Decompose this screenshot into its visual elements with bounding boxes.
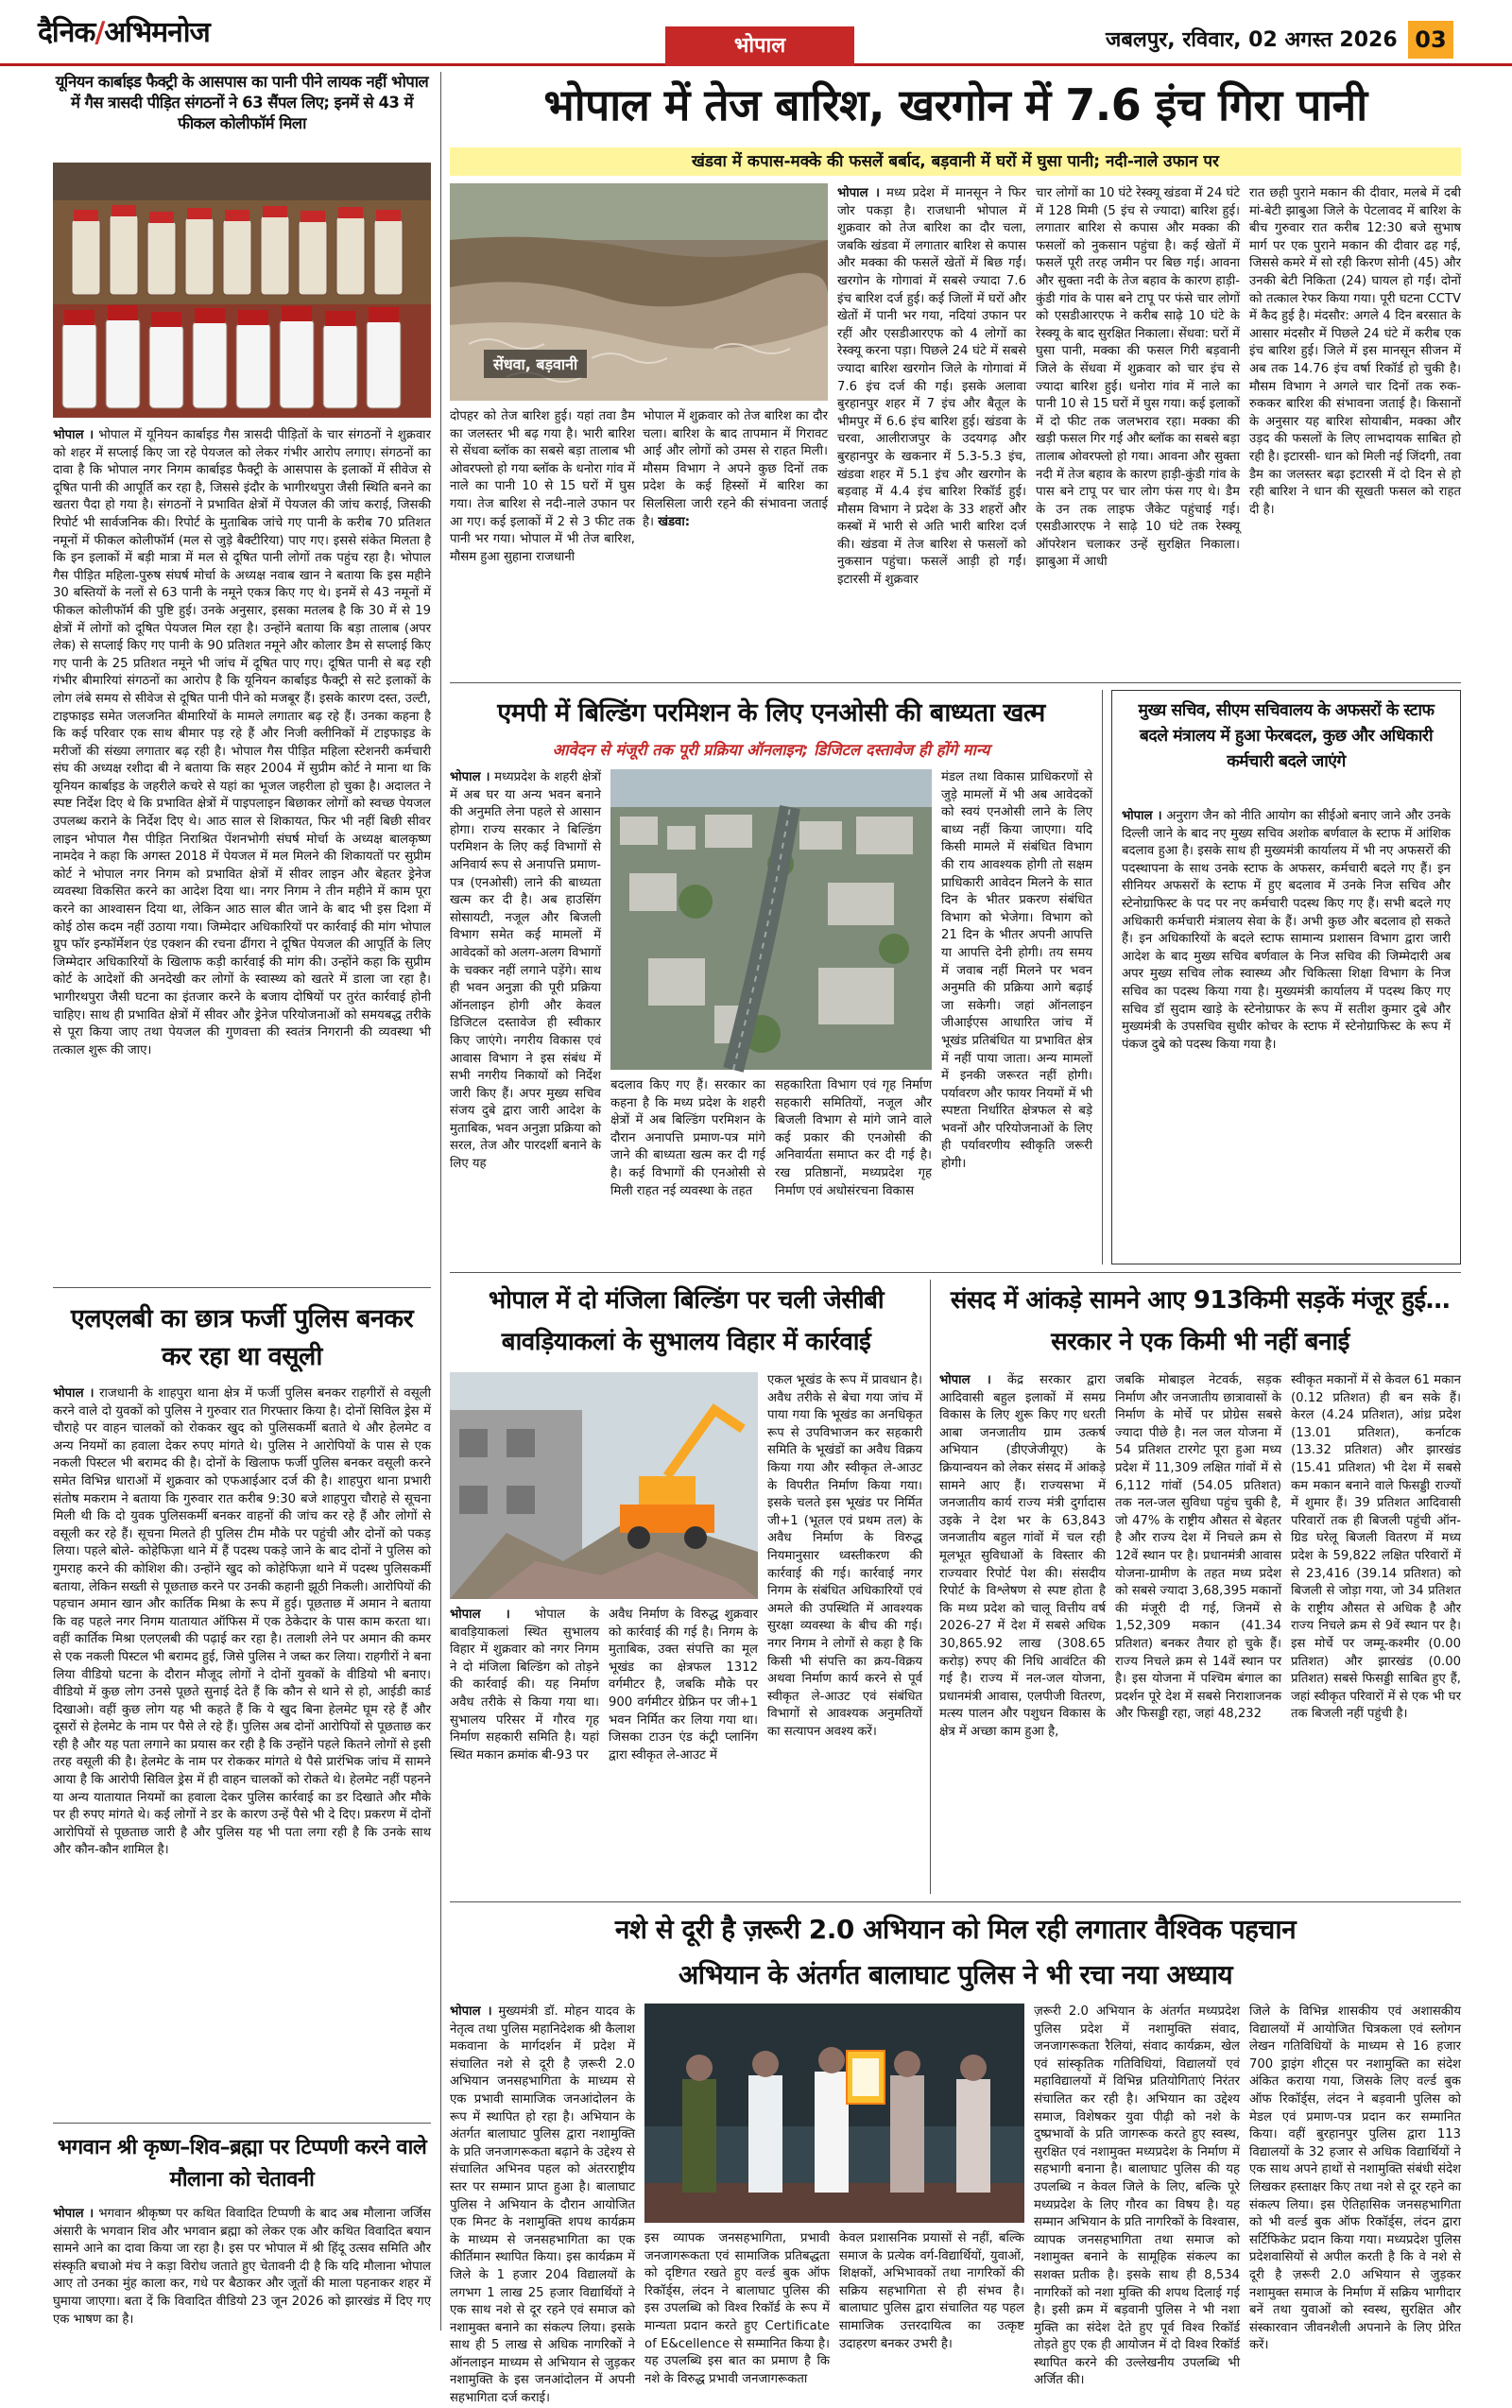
logo-right: अभिमनोज — [104, 16, 210, 49]
article-text: जिले के विभिन्न शासकीय एवं अशासकीय विद्यालयों में आयोजित चित्रकला एवं स्लोगन लेखन गतिविधियों के माध्यम से 16 हजार 700 ड्राइंग शीट्स पर नशामुक्ति का संदेश अंकित कराया गया, जिसके लिए वर्ल्ड बुक ऑफ रिकॉर्ड्स, लंदन ने बड़वानी पुलिस को मेडल एवं प्रमाण-पत्र प्रदान कर सम्मानित किया। वहीं बुरहानपुर पुलिस द्वारा 113 विद्यालयों के 32 हजार से अधिक विद्यार्थियों ने एक साथ अपने हाथों से नशामुक्ति संबंधी संदेश लिखकर हस्ताक्षर किए तथा नशे से दूर रहने का संकल्प लिया। इस ऐतिहासिक जनसहभागिता को भी वर्ल्ड बुक ऑफ रिकॉर्ड्स, लंदन द्वारा सर्टिफिकेट प्रदान किया गया। मध्यप्रदेश पुलिस प्रदेशवासियों से अपील करती है कि वे नशे से दूरी है ज़रूरी 2.0 अभियान से जुड़कर नशामुक्त समाज के निर्माण में सक्रिय भागीदार बनें तथा युवाओं को स्वस्थ, सुरक्षित और संस्कारवान जीवनशैली अपनाने के लिए प्रेरित करें। — [1249, 2004, 1461, 2353]
divider — [450, 1272, 1461, 1273]
article-subhead-rain: खंडवा में कपास-मक्के की फसलें बर्बाद, बड़वानी में घरों में घुसा पानी; नदी-नाले उफान पर — [450, 147, 1461, 176]
dateline: भोपाल । — [53, 428, 94, 442]
jcb-col-2 — [609, 1607, 758, 1890]
article-roads — [939, 1280, 1461, 1894]
article-building-noc — [450, 690, 1092, 1266]
article-text: जबकि मोबाइल नेटवर्क, सड़क निर्माण और जनजातीय छात्रावासों के निर्माण के मोर्चे पर प्रोग्रेस सबसे ज्यादा पीछे है। नल जल योजना में 54 प्रतिशत टारगेट पूरा हुआ मध्य प्रदेश में 11,309 लक्षित गांवों में से 6,112 गांवों (54.05 प्रतिशत) तक नल-जल सुविधा पहुंच चुकी है, जो 47% के राष्ट्रीय औसत से बेहतर है और राज्य देश में निचले क्रम से 12वें स्थान पर है। प्रधानमंत्री आवास योजना-ग्रामीण के तहत मध्य प्रदेश को सबसे ज्यादा 3,68,395 मकानों की मंजूरी दी गई, जिनमें से 1,52,309 मकान (41.34 प्रतिशत) बनकर तैयार हो चुके हैं। राज्य निचले क्रम से 14वें स्थान पर है। इस योजना में पश्चिम बंगाल का प्रदर्शन पूरे देश में सबसे निराशाजनक और फिसड्डी रहा, जहां 48,232 — [1115, 1373, 1281, 1722]
dateline: भोपाल । — [939, 1373, 991, 1387]
drugs-col-1 — [450, 2004, 635, 2406]
article-body-maulana — [53, 2206, 431, 2329]
article-headline-fake-police: एलएलबी का छात्र फर्जी पुलिस बनकर कर रहा था वसूली — [70, 1304, 414, 1371]
article-text: भोपाल में यूनियन कार्बाइड गैस त्रासदी पीड़ितों के चार संगठनों ने शुक्रवार को शहर में सप्लाई किए जा रहे पेयजल को लेकर गंभीर आरोप लगाए। संगठनों का दावा है कि भोपाल नगर निगम कार्बाइड फैक्ट्री के आसपास के इलाकों में सीवेज से दूषित पानी की आपूर्ति कर रहा है, जिससे इंदौर के भागीरथपुरा जैसी स्थिति बनने का खतरा पैदा हो गया है। संगठनों ने प्रभावित क्षेत्रों में पेयजल की जांच कराई, जिसकी रिपोर्ट भी सार्वजनिक की। रिपोर्ट के मुताबिक जांचे गए पानी के करीब 70 प्रतिशत नमूनों में फीकल कोलीफॉर्म (मल से जुड़े बैक्टीरिया) पाए गए। इससे संकेत मिलता है कि इन इलाकों में बड़ी मात्रा में मल से दूषित पानी लोगों तक पहुंच रहा है। भोपाल गैस पीड़ित महिला-पुरुष संघर्ष मोर्चा के अध्यक्ष नवाब खान ने बताया कि इस महीने 30 बस्तियों के नलों से 63 पानी के नमूने एकत्र किए गए थे। इनमें से 43 नमूनों में फीकल कोलीफॉर्म की पुष्टि हुई। उनके अनुसार, इसका मतलब है कि 30 में से 19 क्षेत्रों में लोगों को दूषित पेयजल मिल रहा है। उन्होंने बताया कि बड़ा तालाब (अपर लेक) से सप्लाई किए गए पानी के 90 प्रतिशत नमूने और कोलार डैम से सप्लाई किए गए पानी के 25 प्रतिशत नमूने भी जांच में दूषित पाए गए। दूषित पानी से बढ़ रही गंभीर बीमारियां संगठनों का आरोप है कि यूनियन कार्बाइड फैक्ट्री से सटे इलाकों के लोग लंबे समय से सीवेज से दूषित पानी पीने को मजबूर हैं। इसके कारण दस्त, उल्टी, टाइफाइड समेत जलजनित बीमारियों के मामले लगातार बढ़ रहे हैं। उनका कहना है कि कई परिवार एक साथ बीमार पड़ रहे हैं और निजी क्लीनिकों में टाइफाइड के मरीजों की संख्या लगातार बढ़ रही है। भोपाल गैस पीड़ित महिला स्टेशनरी कर्मचारी संघ की अध्यक्ष रशीदा बी ने बताया कि सहर 2004 में सुप्रीम कोर्ट ने माना था कि यूनियन कार्बाइड के जहरीले कचरे से यहां का भूजल जहरीला हो चुका है। अदालत ने स्पष्ट निर्देश दिए थे कि प्रभावित क्षेत्रों में पाइपलाइन बिछाकर लोगों को स्वच्छ पेयजल उपलब्ध कराने के निर्देश दिए थे। आठ साल से शिकायत, फिर भी नहीं बिछी सीवर लाइन भोपाल गैस पीड़ित निराश्रित पेंशनभोगी संघर्ष मोर्चा के अध्यक्ष बालकृष्ण नामदेव ने कहा कि अगस्त 2018 में पेयजल में मल मिलने की शिकायतों पर सुप्रीम कोर्ट ने भोपाल नगर निगम को प्रभावित क्षेत्रों में सीवर लाइन और बेहतर ड्रेनेज व्यवस्था विकसित करने का आदेश दिया था। नगर निगम ने तीन महीने में काम पूरा करने का आश्वासन दिया था, लेकिन आठ साल बीत जाने के बाद भी इस दिशा में कोई ठोस कदम नहीं उठाया गया। जिम्मेदार अधिकारियों पर कार्रवाई की मांग भोपाल ग्रुप फॉर इन्फॉर्मेशन एंड एक्शन की रचना ढींगरा ने दूषित पेयजल की आपूर्ति के लिए जिम्मेदार अधिकारियों के खिलाफ कड़ी कार्रवाई की मांग की। उन्होंने कहा कि सुप्रीम कोर्ट के आदेशों की अनदेखी कर लोगों के स्वास्थ्य को खतरे में डाला जा रहा है। भागीरथपुरा जैसी घटना का इंतजार करने के बजाय दोषियों पर तुरंत कार्रवाई होनी चाहिए। साथ ही प्रभावित क्षेत्रों में सीवर और ड्रेनेज परियोजनाओं को समयबद्ध तरीके से पूरा किया जाए तथा पेयजल की गुणवत्ता की स्वतंत्र निगरानी की व्यवस्था भी तत्काल शुरू की जाए। — [53, 428, 431, 1058]
article-headline-rain: भोपाल में तेज बारिश, खरगोन में 7.6 इंच गिरा पानी — [543, 79, 1367, 130]
edition-date: जबलपुर, रविवार, 02 अगस्त 2026 — [1106, 28, 1398, 52]
article-jcb — [450, 1280, 922, 1894]
article-text: भोपाल के बावड़ियाकलां स्थित सुभालय विहार में शुक्रवार को नगर निगम ने दो मंजिला बिल्डिंग को तोड़ने की कार्रवाई की। यह निर्माण अवैध तरीके से किया गया था। सुभालय परिसर में गौरव गृह निर्माण सहकारी समिति है। यहां स्थित मकान क्रमांक बी-93 पर — [450, 1608, 599, 1763]
article-text: भगवान श्रीकृष्ण पर कथित विवादित टिप्पणी के बाद अब मौलाना जर्जिस अंसारी के भगवान शिव और भगवान ब्रह्मा को लेकर एक और कथित विवादित बयान सामने आने का दावा किया जा रहा है। इस पर भोपाल में श्री हिंदू उत्सव समिति और संस्कृति बचाओ मंच ने कड़ा विरोध जताते हुए चेतावनी दी है कि यदि मौलाना भोपाल आए तो उनका मुंह काला कर, गधे पर बैठाकर और जूतों की माला पहनाकर शहर में घुमाया जाएगा। बता दें कि विवादित वीडियो 23 जून 2026 को झारखंड में दिए गए एक भाषण का है। — [53, 2207, 431, 2327]
aerial-city-illustration — [610, 769, 932, 1070]
article-text: चार लोगों का 10 घंटे रेस्क्यू खंडवा में 24 घंटे में 128 मिमी (5 इंच से ज्यादा) बारिश हुई। लगातार बारिश से कपास और मक्का की फसलों को नुकसान पहुंचा है। कई खेतों में फसलें पूरी तरह जमीन पर बिछ गई। आवना और सुक्ता नदी के तेज बहाव के कारण हाड़ी-कुंडी गांव के पास बने टापू पर फंसे चार लोगों को एसडीआरएफ ने करीब साढ़े 10 घंटे के रेस्क्यू के बाद सुरक्षित निकाला। सेंधवा: घरों में घुसा पानी, मक्का की फसल गिरी बड़वानी जिले के सेंधवा में शुक्रवार को चार इंच से ज्यादा बारिश हुई। धनोरा गांव में नाले का पानी 10 से 15 घरों में घुस गया। कई इलाकों में दो फीट तक जलभराव रहा। मक्का की खड़ी फसल गिर गई और ब्लॉक का सबसे बड़ा तालाब ओवरफ्लो हो गया। आवना और सुक्ता नदी में तेज बहाव के कारण हाड़ी-कुंडी गांव के पास बने टापू पर चार लोग फंस गए थे। डैम के उन तक लाइफ जैकेट पहुंचाई गई। एसडीआरएफ ने साढ़े 10 घंटे तक रेस्क्यू ऑपरेशन चलाकर उन्हें सुरक्षित निकाला। झाबुआ में आधी — [1036, 186, 1240, 570]
article-text: एकल भूखंड के रूप में प्रावधान है। अवैध तरीके से बेचा गया जांच में पाया गया कि भूखंड का अनधिकृत रूप से उपविभाजन कर सहकारी समिति के भूखंडों का अवैध विक्रय किया गया और स्वीकृत ले-आउट के विपरीत निर्माण किया गया। इसके चलते इस भूखंड पर निर्मित जी+1 (भूतल एवं प्रथम तल) के अवैध निर्माण के विरुद्ध नियमानुसार ध्वस्तीकरण की कार्रवाई की गई। कार्रवाई नगर निगम के संबंधित अधिकारियों एवं अमले की उपस्थिति में आवश्यक सुरक्षा व्यवस्था के बीच की गई। नगर निगम ने लोगों से कहा है कि किसी भी संपत्ति का क्रय-विक्रय अथवा निर्माण कार्य करने से पूर्व स्वीकृत ले-आउट एवं संबंधित विभागों से आवश्यक अनुमतियों का सत्यापन अवश्य करें। — [767, 1373, 922, 1739]
article-body-water — [53, 427, 431, 1278]
sub-dateline: खंडवा: — [658, 514, 691, 529]
photo-aerial-city — [610, 769, 932, 1070]
drugs-col-3 — [839, 2230, 1024, 2351]
rain-col-5 — [1249, 185, 1461, 673]
demolition-illustration — [450, 1372, 758, 1599]
article-headline-drugs-2: अभियान के अंतर्गत बालाघाट पुलिस ने भी रचा नया अध्याय — [678, 1959, 1233, 1990]
masthead — [0, 0, 1512, 66]
article-drug-campaign — [450, 1907, 1461, 2406]
logo-slash: / — [94, 16, 105, 49]
article-headline-transfer: मुख्य सचिव, सीएम सचिवालय के अफसरों के स्टाफ बदले मंत्रालय में हुआ फेरबदल, कुछ और अधिकारी कर्मचारी बदले जाएंगे — [1138, 701, 1435, 771]
column-divider — [440, 72, 441, 2331]
divider — [53, 1287, 431, 1288]
article-subhead-noc: आवेदन से मंजूरी तक पूरी प्रक्रिया ऑनलाइन; डिजिटल दस्तावेज ही होंगे मान्य — [552, 741, 990, 759]
article-headline-roads: संसद में आंकड़े सामने आए 913किमी सड़कें मंजूर हुई…सरकार ने एक किमी भी नहीं बनाई — [950, 1286, 1451, 1356]
jcb-col-3 — [767, 1372, 922, 1890]
article-text: सहकारिता विभाग एवं गृह निर्माण सहकारी समितियों, नजूल और बिजली विभाग से मांगे जाने वाले कई प्रकार की एनओसी की अनिवार्यता समाप्त कर दी गई है। रख प्रतिष्ठानों, मध्यप्रदेश गृह निर्माण एवं अधोसंरचना विकास — [775, 1078, 932, 1198]
dateline: भोपाल । — [53, 2207, 94, 2221]
rain-col-4 — [1036, 185, 1240, 673]
water-samples-illustration — [53, 163, 431, 418]
divider — [450, 1901, 1461, 1902]
photo-water-samples — [53, 163, 431, 418]
drugs-col-2 — [644, 2230, 830, 2386]
article-text: केवल प्रशासनिक प्रयासों से नहीं, बल्कि समाज के प्रत्येक वर्ग-विद्यार्थियों, युवाओं, शिक्षकों, अभिभावकों तथा नागरिकों की सक्रिय सहभागिता से ही संभव है। बालाघाट पुलिस द्वारा संचालित यह पहल सामाजिक उत्तरदायित्व का उत्कृष्ट उदाहरण बनकर उभरी है। — [839, 2231, 1024, 2351]
article-text: ज़रूरी 2.0 अभियान के अंतर्गत मध्यप्रदेश पुलिस प्रदेश में नशामुक्ति संवाद, जनजागरूकता रैलियां, संवाद कार्यक्रम, खेल एवं सांस्कृतिक गतिविधियां, विद्यालयों एवं महाविद्यालयों में विभिन्न प्रतियोगिताएं निरंतर संचालित कर रही है। अभियान का उद्देश्य समाज, विशेषकर युवा पीढ़ी को नशे के दुष्प्रभावों के प्रति जागरूक करते हुए स्वस्थ, सुरक्षित एवं नशामुक्त मध्यप्रदेश के निर्माण में सहभागी बनाना है। बालाघाट पुलिस की यह उपलब्धि न केवल जिले के लिए, बल्कि पूरे मध्यप्रदेश के लिए गौरव का विषय है। यह सम्मान अभियान के प्रति नागरिकों के विश्वास, व्यापक जनसहभागिता तथा समाज को नशामुक्त बनाने के सामूहिक संकल्प का सशक्त प्रतीक है। इसके साथ ही 8,534 नागरिकों को नशा मुक्ति की शपथ दिलाई गई है। इसी क्रम में बड़वानी पुलिस ने भी नशा मुक्ति का संदेश देते हुए पूर्व विश्व रिकॉर्ड तोड़ते हुए एक ही आयोजन में दो विश्व रिकॉर्ड स्थापित करने की उल्लेखनीय उपलब्धि भी अर्जित की। — [1034, 2004, 1240, 2388]
roads-col-1 — [939, 1372, 1106, 1890]
roads-col-3 — [1291, 1372, 1461, 1890]
rain-col-a — [450, 408, 635, 673]
rain-col-b — [643, 408, 828, 673]
dateline: भोपाल । — [837, 186, 880, 200]
article-text: मध्य प्रदेश में मानसून ने फिर जोर पकड़ा है। राजधानी भोपाल में शुक्रवार को तेज बारिश का दौर चला, जबकि खंडवा में लगातार बारिश से कपास और मक्का की फसलें खेतों में बिछ गईं। खरगोन के गोगावां में सबसे ज्यादा 7.6 इंच बारिश दर्ज हुई। कई जिलों में घरों और खेतों में पानी भर गया, नदियां उफान पर रहीं और एसडीआरएफ को 4 लोगों का रेस्क्यू करना पड़ा। पिछले 24 घंटे में सबसे ज्यादा बारिश खरगोन जिले के गोगावां में 7.6 इंच दर्ज की गई। इसके अलावा बुरहानपुर शहर में 7 इंच और बैतूल के भीमपुर में 6.6 इंच बारिश हुई। खंडवा के चरवा, आलीराजपुर के उदयगढ़ और बुरहानपुर के खकनार में 5.3-5.3 इंच, खंडवा शहर में 5.1 इंच और खरगोन के बड़वाह में 4.4 इंच बारिश रिकॉर्ड हुई। मौसम विभाग ने प्रदेश के 33 शहरों और कस्बों में भारी से अति भारी बारिश दर्ज की। खंडवा में तेज बारिश से फसलों को नुकसान पहुंचा। फसलें आड़ी हो गईं। इटारसी में शुक्रवार — [837, 186, 1026, 588]
article-body-fake-police — [53, 1385, 431, 2113]
dateline: भोपाल । — [450, 2004, 492, 2019]
article-transfer-box — [1111, 690, 1461, 1264]
article-text: मंडल तथा विकास प्राधिकरणों से जुड़े मामलों में भी अब आवेदकों को स्वयं एनओसी लाने के लिए बाध्य नहीं किया जाएगा। यदि किसी मामले में संबंधित विभाग की राय आवश्यक होगी तो सक्षम प्राधिकारी आवेदन मिलने के सात दिन के भीतर प्रकरण संबंधित विभाग को भेजेगा। विभाग को 21 दिन के भीतर अपनी आपत्ति या आपत्ति देनी होगी। तय समय में जवाब नहीं मिलने पर भवन अनुमति की प्रक्रिया आगे बढ़ाई जा सकेगी। जहां ऑनलाइन जीआईएस आधारित जांच में भूखंड प्रतिबंधित या प्रभावित क्षेत्र में नहीं पाया जाता। अन्य मामलों में इनकी जरूरत नहीं होगी। पर्यावरण और फायर नियमों में भी स्पष्टता निर्धारित क्षेत्रफल से बड़े भवनों और परियोजनाओं के लिए ही पर्यावरणीय स्वीकृति जरूरी होगी। — [941, 770, 1092, 1172]
divider — [450, 682, 1461, 683]
article-headline-drugs-1: नशे से दूरी है ज़रूरी 2.0 अभियान को मिल रही लगातार वैश्विक पहचान — [614, 1914, 1297, 1945]
article-text: बदलाव किए गए हैं। सरकार का कहना है कि मध्य प्रदेश के शहरी क्षेत्रों में अब बिल्डिंग परमिशन के दौरान अनापत्ति प्रमाण-पत्र मांगे जाने की बाध्यता खत्म कर दी गई है। कई विभागों की एनओसी से मिली राहत नई व्यवस्था के तहत — [610, 1078, 765, 1198]
article-text: इस व्यापक जनसहभागिता, प्रभावी जनजागरूकता एवं सामाजिक प्रतिबद्धता को दृष्टिगत रखते हुए वर्ल्ड बुक ऑफ रिकॉर्ड्स, लंदन ने बालाघाट पुलिस की इस उपलब्धि को विश्व रिकॉर्ड के रूप में मान्यता प्रदान करते हुए Certificate of E&cellence से सम्मानित किया है। यह उपलब्धि इस बात का प्रमाण है कि नशे के विरुद्ध प्रभावी जनजागरूकता — [644, 2231, 830, 2386]
jcb-col-1 — [450, 1607, 599, 1890]
logo-left: दैनिक — [38, 16, 95, 49]
roads-col-2 — [1115, 1372, 1281, 1890]
divider — [53, 2123, 431, 2124]
page-number: 03 — [1408, 21, 1453, 59]
article-text: मध्यप्रदेश के शहरी क्षेत्रों में अब घर या अन्य भवन बनाने की अनुमति लेना पहले से आसान होगा। राज्य सरकार ने बिल्डिंग परमिशन के लिए कई विभागों से अनिवार्य रूप से अनापत्ति प्रमाण-पत्र (एनओसी) लाने की बाध्यता खत्म कर दी है। अब हाउसिंग सोसायटी, नजूल और बिजली विभाग समेत कई मामलों में आवेदकों को अलग-अलग विभागों के चक्कर नहीं लगाने पड़ेंगे। साथ ही भवन अनुज्ञा की पूरी प्रक्रिया ऑनलाइन होगी और केवल डिजिटल दस्तावेज ही स्वीकार किए जाएंगे। नगरीय विकास एवं आवास विभाग ने इस संबंध में सभी नगरीय निकायों को निर्देश जारी किए हैं। अपर मुख्य सचिव संजय दुबे द्वारा जारी आदेश के मुताबिक, भवन अनुज्ञा प्रक्रिया को सरल, तेज और पारदर्शी बनाने के लिए यह — [450, 770, 601, 1172]
article-text: रात छही पुराने मकान की दीवार, मलबे में दबी मां-बेटी झाबुआ जिले के पेटलावद में बारिश के बीच गुरुवार रात करीब 12:30 बजे सुभाष मार्ग पर एक पुराने मकान की दीवार ढह गई, जिससे कमरे में सो रही किरण सोनी (45) और उनकी बेटी निकिता (24) घायल हो गईं। दोनों को तत्काल रेफर किया गया। पूरी घटना CCTV में कैद हुई है। मंदसौर: अगले 4 दिन बरसात के आसार मंदसौर में पिछले 24 घंटे में करीब एक इंच बारिश हुई। जिले में इस मानसून सीजन में अब तक 14.76 इंच वर्षा रिकॉर्ड हो चुकी है। मौसम विभाग ने अगले चार दिनों तक रुक-रुककर बारिश की संभावना जताई है। किसानों के अनुसार यह बारिश सोयाबीन, मक्का और उड़द की फसलों के लिए लाभदायक साबित हो रही है। इटारसी- धान को मिली नई जिंदगी, तवा डैम का जलस्तर बढ़ा इटारसी में दो दिन से हो रही बारिश ने धान की सूखती फसल को राहत दी है। — [1249, 186, 1461, 517]
article-text: अनुराग जैन को नीति आयोग का सीईओ बनाए जाने और उनके दिल्ली जाने के बाद नए मुख्य सचिव अशोक बर्णवाल के स्टाफ में आंशिक बदलाव हुआ है। इसके साथ ही मुख्यमंत्री कार्यालय में भी नए अफसरों की पदस्थापना के साथ उनके स्टाफ के अफसर, कर्मचारी बदले गए हैं। इन सीनियर अफसरों के स्टाफ में हुए बदलाव में उनके निज सचिव और स्टेनोग्राफिस्ट के पद पर नए कर्मचारी पदस्थ किए गए हैं। सभी बदले गए अधिकारी कर्मचारी मंत्रालय सेवा के हैं। अभी कुछ और बदलाव हो सकते हैं। इन अधिकारियों के बदले स्टाफ सामान्य प्रशासन विभाग द्वारा जारी आदेश के बाद मुख्य सचिव बर्णवाल के निज सचिव की जिम्मेदारी अब अपर मुख्य सचिव लोक स्वास्थ्य और चिकित्सा शिक्षा विभाग के निज सचिव का पदस्थ किया गया है। मुख्यमंत्री कार्यालय में पदस्थ किए गए सचिव डॉ सुदाम खाड़े के स्टेनोग्राफर के रूप में सतीश कुमार दुबे और मुख्यमंत्री के उपसचिव सुधीर कोचर के स्टाफ में स्टेनोग्राफिस्ट के रूप में पंकज दुबे को पदस्थ किया गया है। — [1122, 809, 1451, 1052]
article-body-transfer — [1122, 808, 1451, 1258]
drugs-col-5 — [1249, 2004, 1461, 2353]
left-column — [53, 72, 431, 2331]
article-headline-noc: एमपी में बिल्डिंग परमिशन के लिए एनओसी की बाध्यता खत्म — [497, 698, 1045, 728]
article-text: केंद्र सरकार द्वारा आदिवासी बहुल इलाकों में समग्र विकास के लिए शुरू किए गए धरती आबा जनजातीय ग्राम उत्कर्ष अभियान (डीएजेजीयूए) के क्रियान्वयन को लेकर संसद में आंकड़े सामने आए हैं। राज्यसभा में जनजातीय कार्य राज्य मंत्री दुर्गादास उइके ने देश भर के 63,843 जनजातीय बहुल गांवों में चल रही मूलभूत सुविधाओं के विस्तार की राज्यवार रिपोर्ट पेश की। संसदीय रिपोर्ट के विश्लेषण से स्पष्ट होता है कि मध्य प्रदेश को चालू वित्तीय वर्ष 2026-27 में देश में सबसे अधिक 30,865.92 लाख (308.65 करोड़) रुपए की निधि आवंटित की गई है। राज्य में नल-जल योजना, प्रधानमंत्री आवास, एलपीजी वितरण, मत्स्य पालन और पशुधन विकास के क्षेत्र में अच्छा काम हुआ है, — [939, 1373, 1106, 1739]
award-ceremony-illustration — [644, 2004, 1024, 2223]
article-text: राजधानी के शाहपुरा थाना क्षेत्र में फर्जी पुलिस बनकर राहगीरों से वसूली करने वाले दो युवकों को पुलिस ने गुरुवार रात गिरफ्तार किया है। दोनों सिविल ड्रेस में चौराहे पर वाहन चालकों को रोककर खुद को पुलिसकर्मी बताते थे और हेलमेट व अन्य नियमों का हवाला देकर रुपए मांगते थे। पुलिस ने आरोपियों के पास से एक नकली पिस्टल भी बरामद की है। दोनों के खिलाफ फर्जी पुलिस बनकर वसूली करने समेत विभिन्न धाराओं में शुक्रवार को एफआईआर दर्ज की है। शाहपुरा थाना प्रभारी संतोष मकराम ने बताया कि गुरुवार रात करीब 9:30 बजे शाहपुरा चौराहे से सूचना मिली थी कि दो युवक पुलिसकर्मी बनकर वाहनों की जांच कर रहे हैं और लोगों से वसूली कर रहे हैं। सूचना मिलते ही पुलिस टीम मौके पर पहुंची और दोनों को पकड़ लिया। पहले बोले- कोहेफिज़ा थाने में हैं पदस्थ पकड़े जाने के बाद दोनों ने पुलिस को गुमराह करने की कोशिश की। उन्होंने खुद को कोहेफिज़ा थाने में पदस्थ पुलिसकर्मी बताया, लेकिन सख्ती से पूछताछ करने पर उनकी कहानी झूठी निकली। आरोपियों की पहचान अमान खान और कार्तिक मिश्रा के रूप में हुई। पूछताछ में अमान ने बताया कि वह पहले नगर निगम यातायात ऑफिस में एक ठेकेदार के पास काम करता था। वहीं कार्तिक मिश्रा एलएलबी की पढ़ाई कर रहा है। तलाशी लेने पर अमान की कमर से एक नकली पिस्टल भी बरामद हुई, जिसे पुलिस ने जब्त कर लिया। राहगीरों ने बना लिया वीडियो घटना के दौरान मौजूद लोगों ने दोनों युवकों के वीडियो भी बनाए। वीडियो में कुछ लोग उनसे पूछते सुनाई देते हैं कि कौन से थाने से हो, आईडी कार्ड दिखाओ। वहीं कुछ लोग यह भी कहते हैं कि ये खुद बिना हेलमेट घूम रहे हैं और दूसरों से हेलमेट के नाम पर पैसे ले रहे हैं। पुलिस अब दोनों आरोपियों से पूछताछ कर रही है और यह पता लगाने का प्रयास कर रही है कि उन्होंने पहले कितने लोगों से इसी तरह वसूली की है। हेलमेट के नाम पर रोककर मांगते थे पैसे प्रारंभिक जांच में सामने आया है कि आरोपी सिविल ड्रेस में ही वाहन चालकों को रोकते थे। हेलमेट नहीं पहनने या अन्य यातायात नियमों का हवाला देकर पुलिस कार्रवाई का डर दिखाते और मौके पर ही रुपए मांगते थे। कई लोगों ने डर के कारण उन्हें पैसे भी दे दिए। प्रकरण में दोनों आरोपियों से पूछताछ जारी है और पुलिस यह भी पता लगा रही है कि उनके साथ और कौन-कौन शामिल है। — [53, 1386, 431, 1858]
dateline: भोपाल । — [1122, 809, 1162, 823]
photo-jcb-demolition — [450, 1372, 758, 1599]
article-text: मुख्यमंत्री डॉ. मोहन यादव के नेतृत्व तथा पुलिस महानिदेशक श्री कैलाश मकवाना के मार्गदर्शन में प्रदेश में संचालित नशे से दूरी है ज़रूरी 2.0 अभियान जनसहभागिता के माध्यम से एक प्रभावी सामाजिक जनआंदोलन के रूप में स्थापित हो रहा है। अभियान के अंतर्गत बालाघाट पुलिस द्वारा नशामुक्ति के प्रति जनजागरूकता बढ़ाने के उद्देश्य से संचालित अभिनव पहल को अंतरराष्ट्रीय स्तर पर सम्मान प्राप्त हुआ है। बालाघाट पुलिस ने अभियान के दौरान आयोजित एक मिनट के नशामुक्ति शपथ कार्यक्रम के माध्यम से जनसहभागिता का एक कीर्तिमान स्थापित किया। इस कार्यक्रम में जिले के 1 हजार 204 विद्यालयों के लगभग 1 लाख 25 हजार विद्यार्थियों ने एक साथ नशे से दूर रहने एवं समाज को नशामुक्त बनाने का संकल्प लिया। इसके साथ ही 5 लाख से अधिक नागरिकों ने ऑनलाइन माध्यम से अभियान से जुड़कर नशामुक्ति के इस जनआंदोलन में अपनी सहभागिता दर्ज कराई। — [450, 2004, 635, 2406]
rain-col-main — [837, 185, 1026, 673]
newspaper-logo — [38, 11, 210, 50]
noc-col-1 — [450, 769, 601, 1261]
noc-col-3 — [775, 1077, 932, 1261]
dateline: भोपाल । — [53, 1386, 94, 1401]
article-text: दोपहर को तेज बारिश हुई। यहां तवा डैम का जलस्तर भी बढ़ गया है। भारी बारिश से सेंधवा ब्लॉक का सबसे बड़ा तालाब भी ओवरफ्लो हो गया ब्लॉक के धनोरा गांव में नाले का पानी 10 से 15 घरों में घुस गया। तेज बारिश से नदी-नाले उफान पर आ गए। कई इलाकों में 2 से 3 फीट तक पानी भर गया। भोपाल में भी तेज बारिश, मौसम हुआ सुहाना राजधानी — [450, 409, 635, 564]
photo-caption: सेंधवा, बड़वानी — [484, 350, 587, 378]
article-text: अवैध निर्माण के विरुद्ध शुक्रवार को कार्रवाई की गई है। निगम के मुताबिक, उक्त संपत्ति का मूल भूखंड का क्षेत्रफल 1312 वर्गमीटर है, जबकि मौके पर 900 वर्गमीटर ग्रेफ्रिन पर जी+1 भवन निर्मित कर लिया गया था। जिसका टाउन एंड कंट्री प्लानिंग द्वारा स्वीकृत ले-आउट में — [609, 1608, 758, 1763]
column-divider — [930, 1280, 931, 1894]
article-text: स्वीकृत मकानों में से केवल 61 मकान (0.12 प्रतिशत) ही बन सके हैं। केरल (4.24 प्रतिशत), आंध्र प्रदेश (13.01 प्रतिशत), कर्नाटक (13.32 प्रतिशत) और झारखंड (15.41 प्रतिशत) भी देश में सबसे कम मकान बनाने वाले फिसड्डी राज्यों में शुमार हैं। 39 प्रतिशत आदिवासी परिवारों तक ही बिजली पहुंची ऑन-ग्रिड घरेलू बिजली वितरण में मध्य प्रदेश के 59,822 लक्षित परिवारों में से 23,416 (39.14 प्रतिशत) को बिजली से जोड़ा गया, जो 34 प्रतिशत के राष्ट्रीय औसत से अधिक है और राज्य निचले क्रम से 9वें स्थान पर है। इस मोर्चे पर जम्मू-कश्मीर (0.00 प्रतिशत) और झारखंड (0.00 प्रतिशत) सबसे फिसड्डी साबित हुए हैं, जहां स्वीकृत परिवारों में से एक भी घर तक बिजली नहीं पहुंची है। — [1291, 1373, 1461, 1722]
drugs-col-4 — [1034, 2004, 1240, 2388]
article-headline-jcb: भोपाल में दो मंजिला बिल्डिंग पर चली जेसीबी बावड़ियाकलां के सुभालय विहार में कार्रवाई — [488, 1286, 885, 1356]
noc-col-4 — [941, 769, 1092, 1261]
column-divider — [1102, 690, 1103, 1264]
article-headline-maulana: भगवान श्री कृष्ण–शिव–ब्रह्मा पर टिप्पणी करने वाले मौलाना को चेतावनी — [57, 2136, 427, 2192]
dateline: भोपाल । — [450, 1608, 510, 1622]
dateline: भोपाल । — [450, 770, 490, 784]
photo-flood-sendhwa — [450, 183, 828, 401]
photo-award-ceremony — [644, 2004, 1024, 2223]
noc-col-2 — [610, 1077, 765, 1261]
article-headline-water: यूनियन कार्बाइड फैक्ट्री के आसपास का पानी पीने लायक नहीं भोपाल में गैस त्रासदी पीड़ित संगठनों ने 63 सैंपल लिए; इनमें से 43 में फीकल कोलीफॉर्म मिला — [55, 73, 429, 132]
article-text: भोपाल में शुक्रवार को तेज बारिश का दौर चला। बारिश के बाद तापमान में गिरावट आई और लोगों को उमस से राहत मिली। मौसम विभाग ने अपने कुछ दिनों तक प्रदेश के कई हिस्सों में बारिश का सिलसिला जारी रहने की संभावना जताई है। — [643, 409, 828, 529]
section-city-tab: भोपाल — [665, 26, 854, 66]
